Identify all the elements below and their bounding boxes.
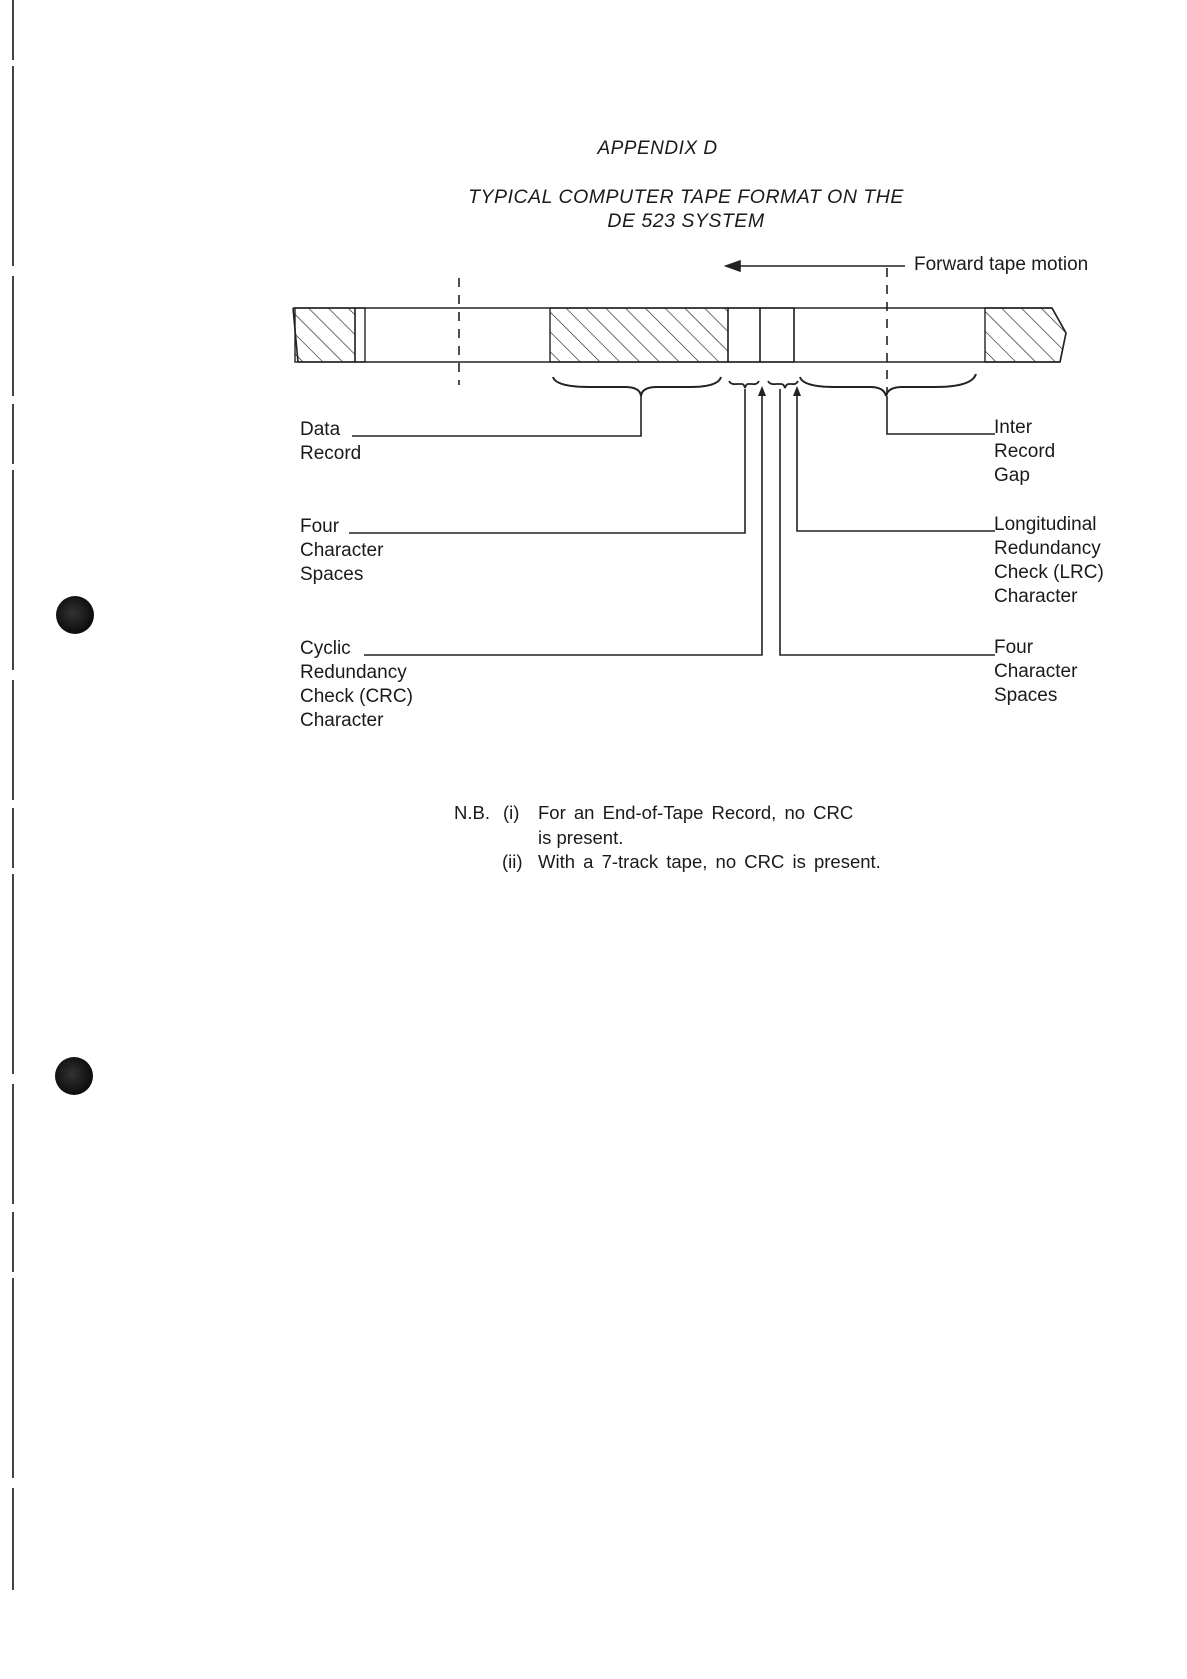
lrc-pointer-arrow — [793, 386, 801, 396]
brace-data-record — [553, 377, 721, 396]
inter-record-gap-label: Inter Record Gap — [994, 417, 1056, 486]
note-1-line-1: For an End-of-Tape Record, no CRC — [538, 802, 854, 823]
hatched-block-right — [985, 308, 1066, 362]
crc-cell — [728, 308, 760, 362]
appendix-heading: APPENDIX D — [597, 138, 718, 159]
brace-four-spaces-right — [768, 381, 798, 388]
notes-prefix: N.B. — [454, 802, 490, 823]
brace-inter-record-gap — [800, 374, 976, 396]
brace-four-spaces-left — [729, 381, 759, 388]
note-2-marker: (ii) — [502, 851, 523, 872]
note-1-marker: (i) — [503, 802, 520, 823]
lrc-label: Longitudinal Redundancy Check (LRC) Character — [994, 514, 1104, 607]
data-record-label: Data Record — [300, 419, 362, 464]
leader-lines — [349, 389, 995, 655]
four-character-spaces-left-label: Four Character Spaces — [300, 516, 384, 585]
forward-tape-motion-label: Forward tape motion — [914, 254, 1089, 275]
note-1-line-2: is present. — [538, 827, 624, 848]
crc-label: Cyclic Redundancy Check (CRC) Character — [300, 638, 413, 731]
note-2-text: With a 7-track tape, no CRC is present. — [538, 851, 881, 872]
title-line-1: TYPICAL COMPUTER TAPE FORMAT ON THE — [468, 186, 904, 208]
forward-motion-arrow — [726, 261, 905, 271]
data-record-block — [550, 308, 728, 362]
hatched-block-left — [295, 308, 355, 362]
crc-pointer-arrow — [758, 386, 766, 396]
title-line-2: DE 523 SYSTEM — [607, 210, 765, 232]
double-bar-left — [355, 308, 365, 362]
lrc-cell — [760, 308, 794, 362]
four-character-spaces-right-label: Four Character Spaces — [994, 637, 1078, 706]
